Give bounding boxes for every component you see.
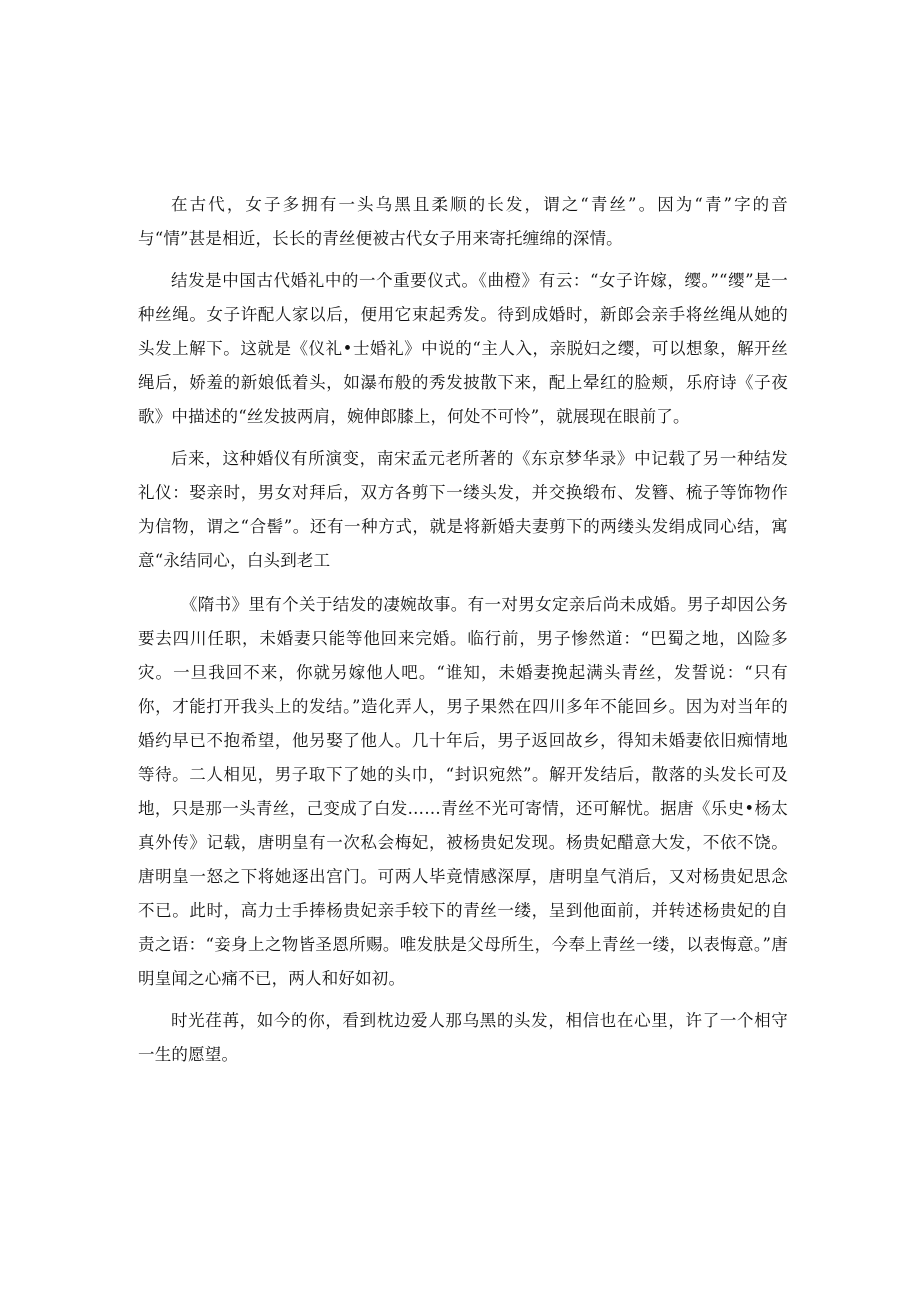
paragraph-4: 《隋书》里有个关于结发的凄婉故事。有一对男女定亲后尚未成婚。男子却因公务要去四川任职，未婚妻只能等他回来完婚。临行前，男子惨然道：“巴蜀之地，凶险多灾。一旦我回不来，你就另嫁他人吧。“谁知，未婚妻挽起满头青丝，发誓说：“只有你，才能打开我头上的发结。”造化弄人，男子果然在四川多年不能回乡。因为对当年的婚约早已不抱希望，他另娶了他人。几十年后，男子返回故乡，得知未婚妻依旧痴情地等待。二人相见，男子取下了她的头巾，“封识宛然”。解开发结后，散落的头发长可及地，只是那一头青丝，己变成了白发……青丝不光可寄情，还可解忧。据唐《乐史•杨太真外传》记载，唐明皇有一次私会梅妃，被杨贵妃发现。杨贵妃醋意大发，不依不饶。唐明皇一怒之下将她逐出宫门。可两人毕竟情感深厚，唐明皇气消后，又对杨贵妃思念不已。此时，高力士手捧杨贵妃亲手较下的青丝一缕，呈到他面前，并转述杨贵妃的自责之语：“妾身上之物皆圣恩所赐。唯发肤是父母所生，今奉上青丝一缕，以表悔意。”唐明皇闻之心痛不已，两人和好如初。 <box>138 595 788 988</box>
article-body <box>138 188 788 1072</box>
paragraph-5: 时光荏苒，如今的你，看到枕边爱人那乌黑的头发，相信也在心里，许了一个相守一生的愿望。 <box>138 1011 788 1064</box>
paragraph-1: 在古代，女子多拥有一头乌黑且柔顺的长发，谓之“青丝”。因为“青”字的音与“情”甚是相近，长长的青丝便被古代女子用来寄托缠绵的深情。 <box>138 195 788 248</box>
paragraph-2: 结发是中国古代婚礼中的一个重要仪式。《曲橙》有云：“女子许嫁，缨。”“缨”是一种丝绳。女子许配人家以后，便用它束起秀发。待到成婚时，新郎会亲手将丝绳从她的头发上解下。这就是《仪礼•士婚礼》中说的“主人入，亲脱妇之缨，可以想象，解开丝绳后，娇羞的新娘低着头，如瀑布般的秀发披散下来，配上晕红的脸颊，乐府诗《子夜歌》中描述的“丝发披两肩，婉伸郎膝上，何处不可怜”，就展现在眼前了。 <box>138 271 788 426</box>
paragraph-3: 后来，这种婚仪有所演变，南宋孟元老所著的《东京梦华录》中记载了另一种结发礼仪：娶亲时，男女对拜后，双方各剪下一缕头发，并交换缎布、发簪、梳子等饰物作为信物，谓之“合髻”。还有一种方式，就是将新婚夫妻剪下的两缕头发绢成同心结，寓意“永结同心，白头到老工 <box>138 449 788 570</box>
